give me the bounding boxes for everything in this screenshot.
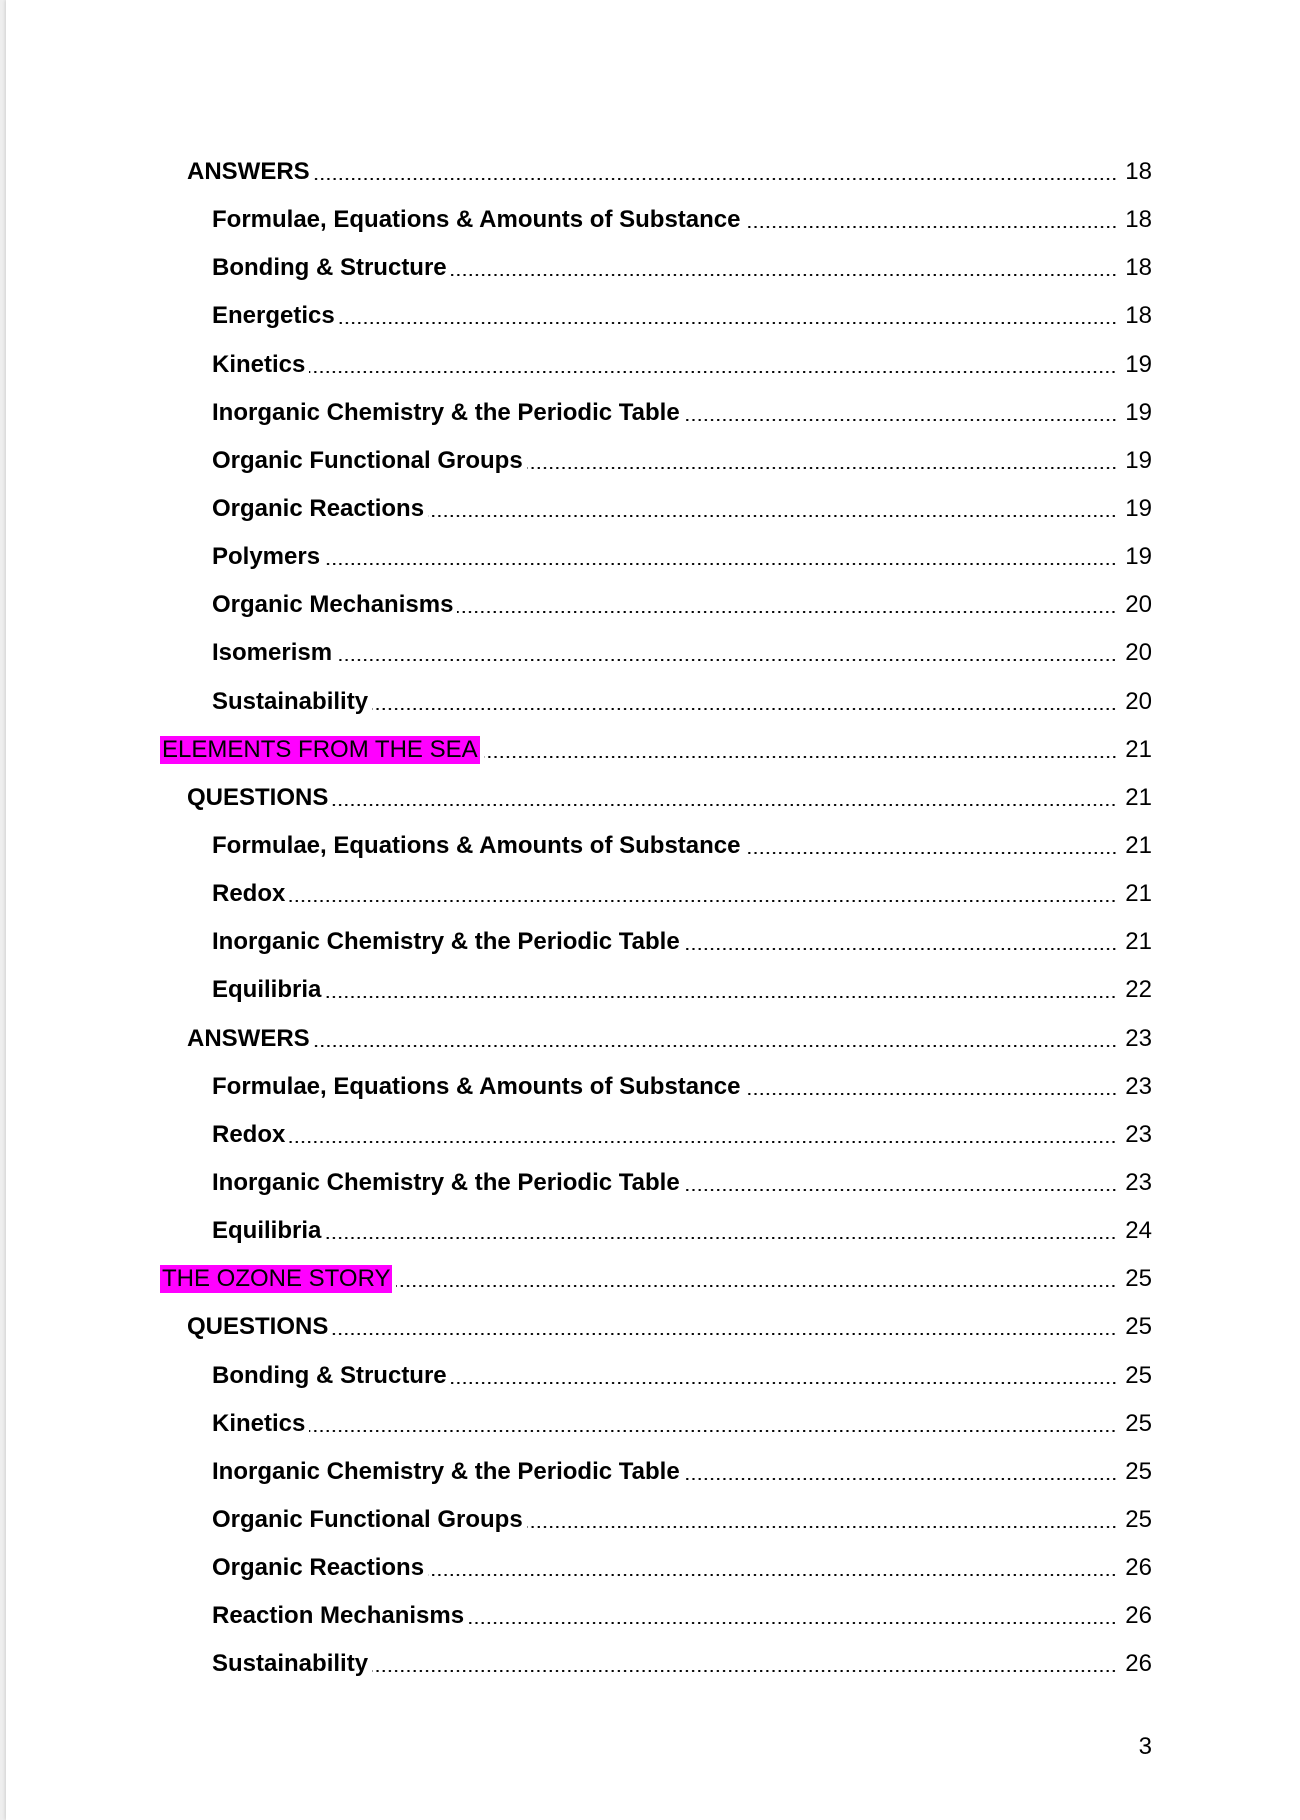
toc-page-number: 24 — [1125, 1217, 1152, 1245]
toc-entry-title: Organic Reactions — [212, 495, 425, 523]
toc-page-number: 19 — [1125, 398, 1152, 426]
toc-page-number: 21 — [1125, 735, 1152, 763]
toc-topic-entry[interactable] — [6, 1111, 1300, 1159]
toc-topic-entry[interactable] — [6, 918, 1300, 966]
toc-entry-title: Equilibria — [212, 976, 322, 1004]
dot-leader — [457, 611, 1117, 613]
toc-page-number: 22 — [1125, 976, 1152, 1004]
dot-leader — [372, 708, 1117, 710]
toc-page-number: 19 — [1125, 495, 1152, 523]
toc-topic-entry[interactable] — [6, 244, 1300, 292]
toc-entry-title: Bonding & Structure — [212, 254, 447, 282]
toc-entry-title: Formulae, Equations & Amounts of Substance — [212, 832, 741, 860]
toc-page-number: 21 — [1125, 832, 1152, 860]
toc-entry-title: Polymers — [212, 543, 321, 571]
toc-entry-title: Energetics — [212, 302, 335, 330]
toc-topic-entry[interactable] — [6, 581, 1300, 629]
dot-leader — [314, 178, 1117, 180]
toc-topic-entry[interactable] — [6, 1592, 1300, 1640]
toc-topic-entry[interactable] — [6, 1400, 1300, 1448]
toc-topic-entry[interactable] — [6, 1063, 1300, 1111]
toc-page-number: 25 — [1125, 1409, 1152, 1437]
dot-leader — [745, 852, 1118, 854]
page-number: 3 — [1138, 1733, 1152, 1760]
toc-topic-entry[interactable] — [6, 1640, 1300, 1688]
dot-leader — [314, 1045, 1117, 1047]
dot-leader — [451, 274, 1117, 276]
table-of-contents — [6, 148, 1300, 1689]
toc-entry-title: Reaction Mechanisms — [212, 1602, 465, 1630]
toc-page-number: 25 — [1125, 1313, 1152, 1341]
toc-page-number: 18 — [1125, 206, 1152, 234]
toc-page-number: 19 — [1125, 446, 1152, 474]
toc-entry-title: Formulae, Equations & Amounts of Substance — [212, 206, 741, 234]
toc-topic-entry[interactable] — [6, 1352, 1300, 1400]
toc-topic-entry[interactable] — [6, 870, 1300, 918]
section-title-highlighted: ELEMENTS FROM THE SEA — [162, 735, 478, 763]
toc-page-number: 21 — [1125, 928, 1152, 956]
toc-subsection-entry[interactable] — [6, 1303, 1300, 1351]
toc-page-number: 19 — [1125, 543, 1152, 571]
toc-entry-title: Kinetics — [212, 350, 306, 378]
toc-page-number: 23 — [1125, 1120, 1152, 1148]
toc-topic-entry[interactable] — [6, 1496, 1300, 1544]
toc-page-number: 23 — [1125, 1024, 1152, 1052]
toc-page-number: 18 — [1125, 254, 1152, 282]
toc-entry-title: Organic Mechanisms — [212, 591, 454, 619]
toc-topic-entry[interactable] — [6, 292, 1300, 340]
toc-entry-title: QUESTIONS — [187, 1313, 329, 1341]
toc-topic-entry[interactable] — [6, 485, 1300, 533]
toc-topic-entry[interactable] — [6, 533, 1300, 581]
toc-entry-title: Organic Functional Groups — [212, 1506, 523, 1533]
toc-page-number: 19 — [1125, 350, 1152, 378]
toc-topic-entry[interactable] — [6, 1448, 1300, 1496]
toc-topic-entry[interactable] — [6, 437, 1300, 485]
toc-topic-entry[interactable] — [6, 966, 1300, 1014]
toc-entry-title: Redox — [212, 1120, 286, 1148]
toc-page-number: 26 — [1125, 1650, 1152, 1678]
dot-leader — [527, 467, 1117, 469]
dot-leader — [309, 371, 1117, 373]
dot-leader — [684, 1189, 1117, 1191]
toc-entry-title: Inorganic Chemistry & the Periodic Table — [212, 1457, 680, 1485]
toc-page-number: 21 — [1125, 783, 1152, 811]
toc-page-number: 21 — [1125, 880, 1152, 908]
dot-leader — [428, 1574, 1117, 1576]
toc-page-number: 25 — [1125, 1265, 1152, 1293]
dot-leader — [324, 563, 1117, 565]
toc-topic-entry[interactable] — [6, 629, 1300, 677]
toc-topic-entry[interactable] — [6, 341, 1300, 389]
dot-leader — [289, 1141, 1117, 1143]
toc-page-number: 20 — [1125, 591, 1152, 619]
dot-leader — [468, 1622, 1117, 1624]
dot-leader — [527, 1526, 1117, 1528]
toc-topic-entry[interactable] — [6, 196, 1300, 244]
toc-subsection-entry[interactable] — [6, 774, 1300, 822]
dot-leader — [309, 1430, 1117, 1432]
toc-subsection-entry[interactable] — [6, 1015, 1300, 1063]
dot-leader — [684, 1478, 1117, 1480]
toc-topic-entry[interactable] — [6, 1207, 1300, 1255]
document-page — [6, 0, 1300, 1820]
toc-entry-title: Redox — [212, 880, 286, 908]
dot-leader — [336, 659, 1117, 661]
toc-topic-entry[interactable] — [6, 822, 1300, 870]
toc-entry-title: Organic Reactions — [212, 1554, 425, 1582]
toc-subsection-entry[interactable] — [6, 148, 1300, 196]
toc-section-heading[interactable] — [6, 1255, 1300, 1303]
toc-entry-title: Sustainability — [212, 1650, 369, 1678]
toc-entry-title: Inorganic Chemistry & the Periodic Table — [212, 398, 680, 426]
toc-page-number: 18 — [1125, 158, 1152, 186]
dot-leader — [745, 1093, 1118, 1095]
dot-leader — [325, 996, 1117, 998]
dot-leader — [684, 419, 1117, 421]
dot-leader — [332, 804, 1117, 806]
toc-entry-title: Isomerism — [212, 639, 333, 667]
toc-page-number: 18 — [1125, 302, 1152, 330]
toc-page-number: 23 — [1125, 1072, 1152, 1100]
toc-page-number: 25 — [1125, 1361, 1152, 1389]
toc-page-number: 25 — [1125, 1457, 1152, 1485]
toc-entry-title: Inorganic Chemistry & the Periodic Table — [212, 928, 680, 956]
toc-page-number: 20 — [1125, 639, 1152, 667]
dot-leader — [428, 515, 1117, 517]
toc-page-number: 20 — [1125, 687, 1152, 715]
dot-leader — [372, 1670, 1117, 1672]
dot-leader — [684, 948, 1117, 950]
toc-entry-title: Organic Functional Groups — [212, 446, 523, 474]
toc-topic-entry[interactable] — [6, 389, 1300, 437]
toc-page-number: 26 — [1125, 1554, 1152, 1582]
toc-entry-title: Equilibria — [212, 1217, 322, 1245]
toc-page-number: 26 — [1125, 1602, 1152, 1630]
dot-leader — [332, 1333, 1117, 1335]
toc-topic-entry[interactable] — [6, 1544, 1300, 1592]
dot-leader — [339, 322, 1117, 324]
toc-entry-title: ANSWERS — [187, 158, 310, 186]
toc-topic-entry[interactable] — [6, 1159, 1300, 1207]
toc-page-number: 23 — [1125, 1169, 1152, 1197]
toc-entry-title: Kinetics — [212, 1409, 306, 1437]
dot-leader — [289, 900, 1117, 902]
toc-page-number: 25 — [1125, 1506, 1152, 1533]
toc-entry-title: ANSWERS — [187, 1024, 310, 1052]
toc-entry-title: Inorganic Chemistry & the Periodic Table — [212, 1169, 680, 1197]
toc-topic-entry[interactable] — [6, 678, 1300, 726]
toc-entry-title: Bonding & Structure — [212, 1361, 447, 1389]
toc-entry-title: Sustainability — [212, 687, 369, 715]
toc-section-heading[interactable] — [6, 726, 1300, 774]
toc-entry-title: Formulae, Equations & Amounts of Substance — [212, 1072, 741, 1100]
dot-leader — [451, 1382, 1117, 1384]
dot-leader — [745, 226, 1118, 228]
dot-leader — [396, 1285, 1117, 1287]
dot-leader — [325, 1237, 1117, 1239]
toc-entry-title: QUESTIONS — [187, 783, 329, 811]
dot-leader — [484, 756, 1117, 758]
section-title-highlighted: THE OZONE STORY — [162, 1265, 391, 1293]
